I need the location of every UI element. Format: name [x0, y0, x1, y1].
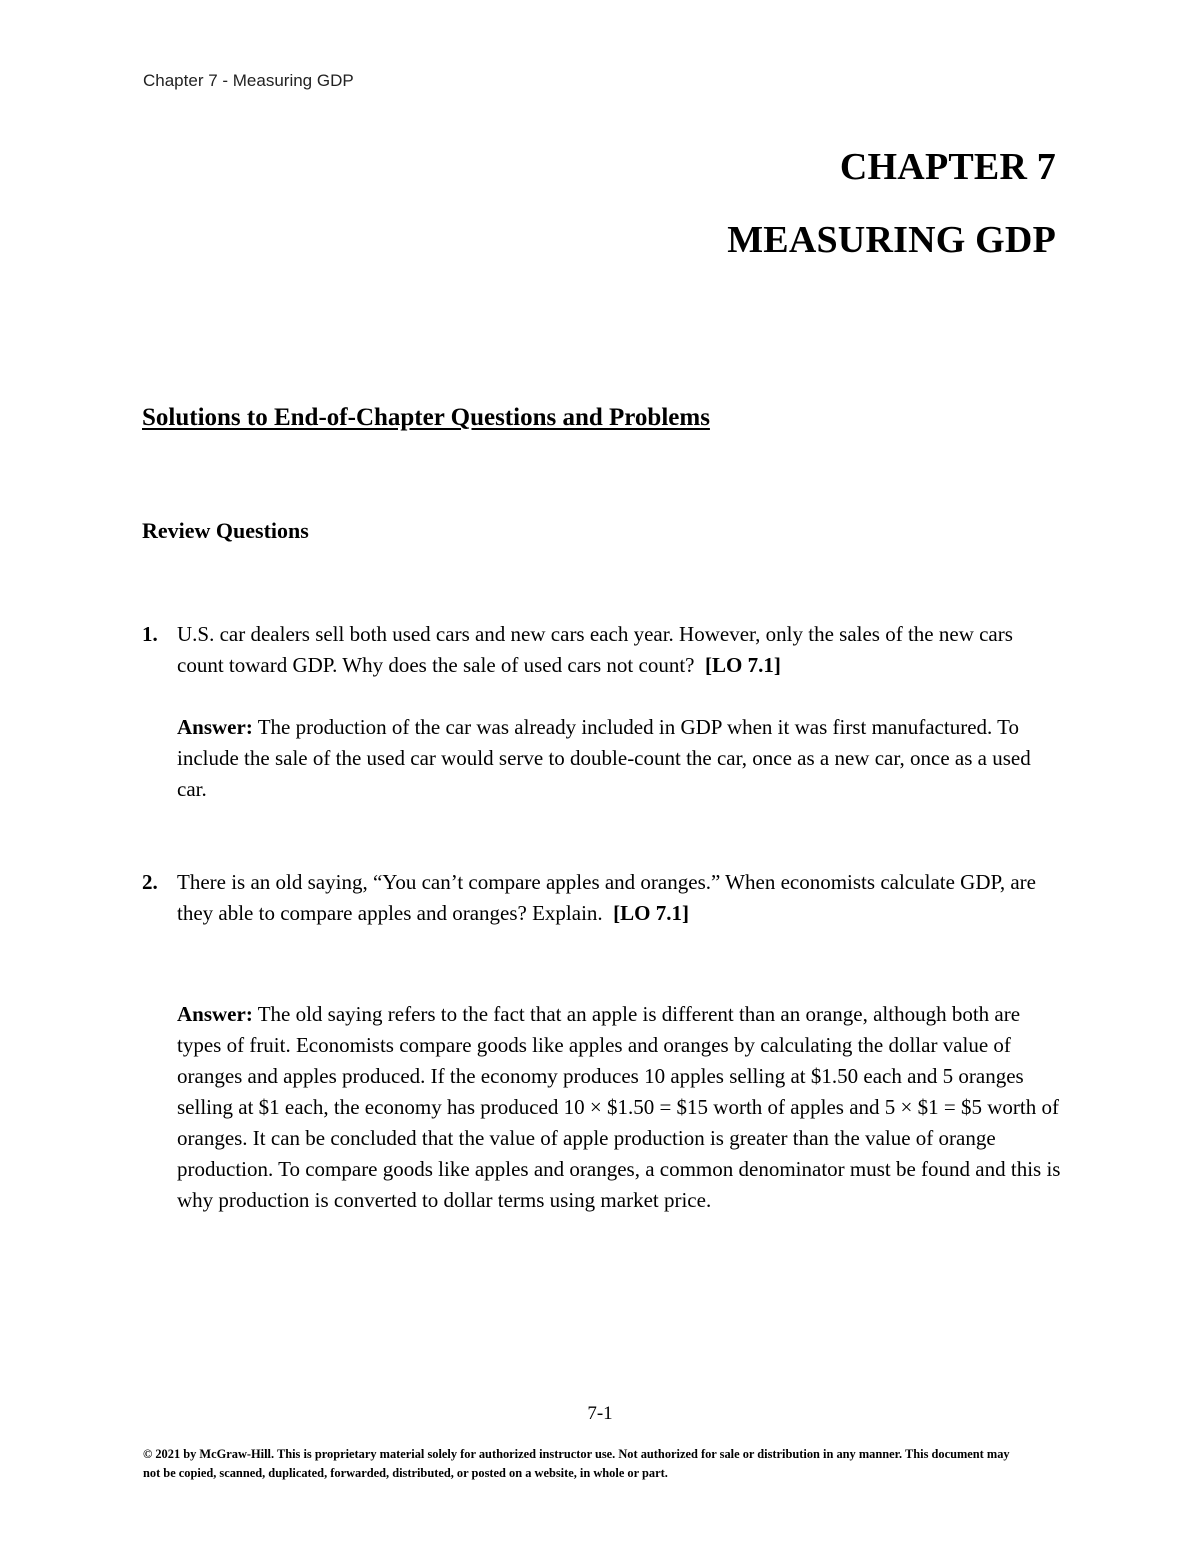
learning-objective-tag: [LO 7.1] [705, 653, 781, 677]
section-heading: Solutions to End-of-Chapter Questions and Problems [142, 404, 710, 431]
chapter-title: MEASURING GDP [727, 219, 1056, 261]
answer-label: Answer: [177, 715, 253, 739]
answer-label: Answer: [177, 1002, 253, 1026]
answer-1 [177, 712, 1062, 805]
answer-2 [177, 999, 1062, 1216]
answer-text: The old saying refers to the fact that an apple is different than an orange, although both are types of fruit. Economists compare goods like apples and oranges by calculating the dollar value of oranges and apples produced. If the economy produces 10 apples selling at $1.50 each and 5 oranges selling at $1 each, the economy has produced 10 × $1.50 = $15 worth of apples and 5 × $1 = $5 worth of oranges. It can be concluded that the value of apple production is greater than the value of orange production. To compare goods like apples and oranges, a common denominator must be found and this is why production is converted to dollar terms using market price. [177, 1002, 1061, 1212]
question-text: U.S. car dealers sell both used cars and new cars each year. However, only the sales of the new cars count toward GDP. Why does the sale of used cars not count? [177, 622, 1013, 677]
question-2 [142, 867, 1062, 929]
chapter-number: CHAPTER 7 [839, 146, 1056, 188]
running-header: Chapter 7 - Measuring GDP [143, 71, 354, 90]
question-1 [142, 619, 1062, 681]
question-number: 1. [142, 622, 158, 646]
copyright-notice: © 2021 by McGraw-Hill. This is proprietary material solely for authorized instructor use. Not authorized for sale or distribution in any manner. This document may not be copied, scanned, duplicated, forwarded, distributed, or posted on a website, in whole or part. [143, 1447, 1010, 1480]
learning-objective-tag: [LO 7.1] [613, 901, 689, 925]
page-number: 7-1 [587, 1403, 613, 1424]
subsection-heading: Review Questions [142, 518, 309, 543]
answer-text: The production of the car was already included in GDP when it was first manufactured. To include the sale of the used car would serve to double-count the car, once as a new car, once as a used car. [177, 715, 1031, 801]
question-number: 2. [142, 870, 158, 894]
question-text: There is an old saying, “You can’t compare apples and oranges.” When economists calculate GDP, are they able to compare apples and oranges? Explain. [177, 870, 1036, 925]
